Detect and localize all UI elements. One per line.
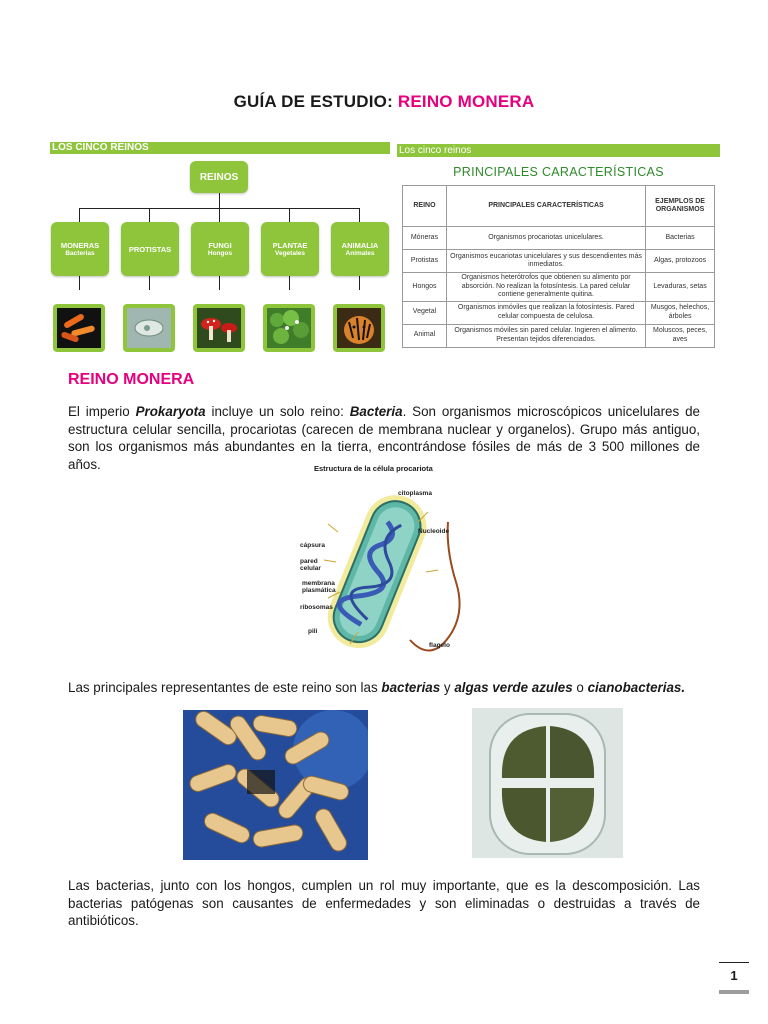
tree-connector	[219, 276, 220, 290]
decomposition-paragraph: Las bacterias, junto con los hongos, cumplen un rol muy importante, que es la descomposición. Las bacterias patógenas son causantes de enfermedades y son eliminadas o destruidas a través de antibióticos.	[68, 878, 700, 929]
table-row	[403, 250, 715, 273]
table-row	[403, 301, 715, 324]
kingdom-node-fungi	[191, 222, 249, 276]
emphasis-text: bacterias	[381, 680, 441, 695]
kingdom-name: MONERAS	[60, 240, 100, 250]
root-node	[190, 161, 248, 193]
text-span: Las principales representantes de este reino son las	[68, 680, 382, 695]
table-cell: Moluscos, peces, aves	[646, 324, 715, 347]
prokaryotic-cell-diagram	[298, 462, 474, 670]
tree-connector	[359, 276, 360, 290]
five-kingdoms-figure	[50, 142, 390, 358]
table-row	[403, 273, 715, 302]
tree-connector	[219, 192, 220, 208]
tree-connector	[219, 208, 220, 222]
plant-thumbnail	[263, 304, 315, 352]
characteristics-figure	[397, 144, 720, 360]
tree-connector	[289, 208, 290, 222]
text-span: y	[440, 680, 455, 695]
kingdom-name: FUNGI	[208, 240, 232, 250]
kingdom-sub: Hongos	[207, 249, 233, 257]
page-title	[0, 92, 768, 112]
cell-label: pili	[308, 628, 318, 635]
kingdom-tree	[50, 154, 390, 358]
kingdom-node-plantae	[261, 222, 319, 276]
page-number-rule	[719, 962, 749, 963]
table-cell: Algas, protozoos	[646, 250, 715, 273]
emphasis-text: Bacteria	[349, 404, 403, 419]
cell-label: Nucleoide	[418, 528, 450, 535]
emphasis-text: cianobacterias.	[587, 680, 686, 695]
kingdom-sub: Vegetales	[275, 249, 305, 257]
cell-label: pared celular	[300, 558, 321, 572]
tree-connector	[79, 208, 80, 222]
text-span: incluye un solo reino:	[205, 404, 350, 419]
fungi-thumbnail	[193, 304, 245, 352]
section-heading: REINO MONERA	[68, 371, 195, 388]
kingdom-sub: Animales	[345, 249, 375, 257]
emphasis-text: algas verde azules	[454, 680, 573, 695]
kingdom-name: ANIMALIA	[341, 240, 379, 250]
tree-connector	[79, 276, 80, 290]
title-prefix: GUÍA DE ESTUDIO:	[233, 92, 393, 111]
text-span: . Son organismos microscópicos unicelulares de estructura celular sencilla, procariotas (carecen de membrana nuclear y organelos). Grupo más antiguo, son los organismos más abundantes en la tierra, encontrándose fósiles de más de 3 500 millones de años.	[68, 404, 700, 472]
table-header-row	[403, 186, 715, 227]
text-span: El imperio	[68, 404, 136, 419]
kingdom-node-protistas	[121, 222, 179, 276]
page-number-text: 1	[730, 968, 738, 983]
tree-connector	[289, 276, 290, 290]
table-cell: Musgos, helechos, árboles	[646, 301, 715, 324]
table-cell: Organismos heterótrofos que obtienen su alimento por absorción. No realizan la fotosíntesis. La pared celular contiene generalmente quitina.	[446, 273, 645, 302]
table-header-cell: REINO	[403, 186, 447, 227]
table-cell: Organismos móviles sin pared celular. Ingieren el alimento. Presentan tejidos diferenciados.	[446, 324, 645, 347]
tree-connector	[149, 276, 150, 290]
kingdom-name: PROTISTAS	[128, 244, 172, 254]
kingdom-name: PLANTAE	[272, 240, 308, 250]
root-node-label: REINOS	[199, 171, 239, 183]
tree-connector	[149, 208, 150, 222]
cell-label: ribosomas	[300, 604, 333, 611]
animal-thumbnail	[333, 304, 385, 352]
table-cell: Vegetal	[403, 301, 447, 324]
characteristics-title: PRINCIPALES CARACTERÍSTICAS	[453, 165, 664, 179]
table-cell: Protistas	[403, 250, 447, 273]
protist-thumbnail	[123, 304, 175, 352]
cell-label: membrana plasmática	[302, 580, 336, 594]
page-number-bar	[719, 990, 749, 994]
kingdom-node-moneras	[51, 222, 109, 276]
table-cell: Bacterias	[646, 227, 715, 250]
characteristics-table	[402, 185, 715, 348]
bacteria-thumbnail	[53, 304, 105, 352]
representatives-paragraph	[68, 679, 700, 697]
table-cell: Hongos	[403, 273, 447, 302]
text-span: o	[572, 680, 588, 695]
table-cell: Levaduras, setas	[646, 273, 715, 302]
emphasis-text: Prokaryota	[135, 404, 206, 419]
table-cell: Organismos inmóviles que realizan la fotosíntesis. Pared celular compuesta de celulosa.	[446, 301, 645, 324]
table-cell: Animal	[403, 324, 447, 347]
characteristics-bar: Los cinco reinos	[397, 144, 720, 157]
tree-connector	[359, 208, 360, 222]
cell-label: citoplasma	[398, 490, 432, 497]
table-header-cell: EJEMPLOS DE ORGANISMOS	[646, 186, 715, 227]
kingdom-sub: Bacterias	[65, 249, 95, 257]
cyanobacteria-photo	[472, 708, 623, 858]
title-accent: REINO MONERA	[397, 92, 535, 111]
table-cell: Organismos procariotas unicelulares.	[446, 227, 645, 250]
table-row	[403, 227, 715, 250]
table-row	[403, 324, 715, 347]
table-cell: Organismos eucariotas unicelulares y sus descendientes más inmediatos.	[446, 250, 645, 273]
cell-label: flagelo	[429, 642, 450, 649]
cell-diagram-caption: Estructura de la célula procariota	[314, 464, 433, 473]
table-cell: Móneras	[403, 227, 447, 250]
table-header-cell: PRINCIPALES CARACTERÍSTICAS	[446, 186, 645, 227]
cell-label: cápsura	[300, 542, 325, 549]
kingdom-node-animalia	[331, 222, 389, 276]
bacteria-photo	[183, 710, 368, 860]
five-kingdoms-bar: LOS CINCO REINOS	[50, 142, 390, 154]
